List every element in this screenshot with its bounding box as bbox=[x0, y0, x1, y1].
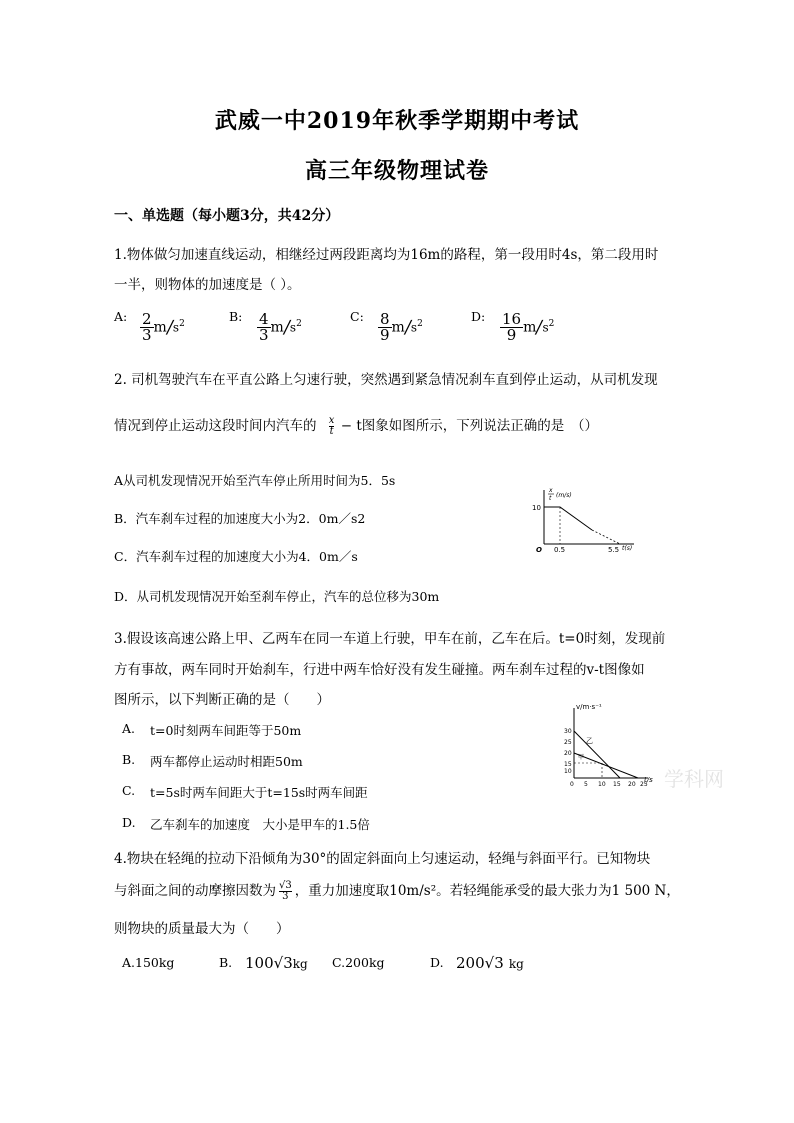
q1-a-den: 3 bbox=[142, 326, 152, 344]
q1-a-unit-den: s bbox=[172, 320, 180, 335]
q1-option-b bbox=[229, 309, 242, 324]
q1-option-c-value: $\frac{8}{9}$ $m/s^2$ bbox=[380, 310, 423, 344]
q1-option-d-value: $\frac{16}{9}$ $m/s^2$ bbox=[502, 310, 555, 344]
q3-graph-label-jia: 甲 bbox=[578, 754, 585, 761]
q3-graph-watermark: 学科网 bbox=[664, 767, 724, 790]
q1-line1: 1.物体做匀加速直线运动，相继经过两段距离均为16m的路程，第一段用时4s，第二段用时 bbox=[114, 247, 659, 263]
q3-graph-xtick-5: 5 bbox=[584, 781, 588, 788]
q1-c-unit-den: s bbox=[410, 320, 418, 335]
q1-c-num: 8 bbox=[380, 310, 390, 328]
q1-option-a bbox=[114, 309, 127, 324]
q2-option-c: C．汽车刹车过程的加速度大小为4．0m／s bbox=[114, 549, 358, 564]
q1-d-num: 16 bbox=[502, 310, 522, 328]
q1-option-d-label: D: bbox=[471, 309, 486, 324]
q1-b-num: 4 bbox=[259, 310, 269, 328]
q2-graph-xtick-55: 5.5 bbox=[608, 546, 620, 554]
q2-graph-ylabel-den: t bbox=[549, 495, 552, 502]
q1-c-unit: m bbox=[391, 319, 405, 336]
q4-mu-num: √3 bbox=[279, 880, 292, 891]
q1-d-den: 9 bbox=[500, 327, 523, 343]
q1-d-unit-den: s bbox=[542, 320, 549, 335]
q2-frac-num: x bbox=[328, 415, 335, 426]
q4-option-d-value bbox=[456, 953, 524, 972]
q4-line2 bbox=[114, 879, 680, 902]
q1-line2: 一半，则物体的加速度是（ ）。 bbox=[114, 277, 301, 293]
q2-graph-xlabel: t(s) bbox=[622, 545, 633, 552]
q4-option-b-number: 100√3 bbox=[245, 954, 293, 972]
q3-option-d-label: D. bbox=[122, 815, 136, 830]
q4-option-a: A.150kg bbox=[122, 955, 175, 970]
q2-graph-xtick-05: 0.5 bbox=[554, 546, 566, 554]
q4-line2a: 与斜面之间的动摩擦因数为 bbox=[114, 883, 276, 899]
q1-c-den: 9 bbox=[380, 326, 390, 344]
q1-b-unit: m bbox=[270, 319, 284, 336]
q3-graph-xtick-15: 15 bbox=[613, 781, 621, 788]
q3-graph-xtick-20: 20 bbox=[628, 781, 636, 788]
q4-option-b-value bbox=[245, 953, 308, 972]
q2-line2b: − t图象如图所示，下列说法正确的是 （） bbox=[340, 418, 599, 434]
q2-frac-den: t bbox=[329, 426, 334, 437]
q3-option-c: t=5s时两车间距大于t=15s时两车间距 bbox=[150, 785, 368, 800]
q4-line1: 4.物块在轻绳的拉动下沿倾角为30°的固定斜面向上匀速运动，轻绳与斜面平行。已知物块 bbox=[114, 851, 651, 867]
q3-option-a: t=0时刻两车间距等于50m bbox=[150, 723, 302, 738]
q3-graph-ytick-15: 15 bbox=[564, 761, 572, 768]
q1-option-d bbox=[471, 309, 485, 324]
q2-graph-ylabel-num: x bbox=[549, 487, 553, 494]
q4-option-d-label: D. bbox=[430, 955, 444, 970]
q3-option-c-label: C. bbox=[122, 783, 136, 798]
q4-line3: 则物块的质量最大为（ ） bbox=[114, 921, 290, 937]
q3-graph-xlabel: t/s bbox=[644, 776, 653, 784]
q3-option-b-label: B. bbox=[122, 752, 136, 767]
q1-a-unit: m bbox=[153, 319, 167, 336]
q3-graph-ytick-20: 20 bbox=[564, 750, 572, 757]
section-heading: 一、单选题（每小题3分，共42分） bbox=[114, 208, 340, 224]
q3-graph-ytick-25: 25 bbox=[564, 739, 572, 746]
exam-title: 武威一中2019年秋季学期期中考试 bbox=[214, 108, 580, 134]
q3-graph-ytick-30: 30 bbox=[564, 728, 572, 735]
q2-line2 bbox=[114, 414, 598, 437]
q1-a-num: 2 bbox=[142, 310, 152, 328]
exam-subtitle: 高三年级物理试卷 bbox=[304, 158, 489, 184]
q1-option-c bbox=[350, 309, 364, 324]
q3-line2: 方有事故，两车同时开始刹车，行进中两车恰好没有发生碰撞。两车刹车过程的v-t图像如 bbox=[114, 662, 645, 678]
q3-vt-graph bbox=[556, 698, 756, 790]
q2-line1: 2. 司机驾驶汽车在平直公路上匀速行驶，突然遇到紧急情况刹车直到停止运动，从司机发现 bbox=[114, 372, 658, 388]
q1-a-pow: 2 bbox=[179, 319, 185, 329]
q3-graph-xtick-10: 10 bbox=[598, 781, 606, 788]
q1-c-pow: 2 bbox=[417, 319, 423, 329]
q3-option-a-label: A. bbox=[122, 721, 136, 736]
q2-graph-dashed-line bbox=[592, 530, 620, 544]
q3-graph-ytick-10: 10 bbox=[564, 768, 572, 775]
q2-graph-ytick-10: 10 bbox=[532, 504, 541, 512]
q2-line2a: 情况到停止运动这段时间内汽车的 bbox=[114, 418, 317, 434]
q4-option-c: C.200kg bbox=[332, 955, 385, 970]
q1-d-unit: m bbox=[523, 319, 537, 336]
q2-xt-graph bbox=[530, 484, 640, 554]
q3-graph-xtick-25: 25 bbox=[640, 781, 648, 788]
q4-option-d-number: 200√3 bbox=[456, 954, 504, 972]
q4-line2b: ，重力加速度取10m/s²。若轻绳能承受的最大张力为1 500 N， bbox=[294, 883, 680, 899]
q2-graph-ylabel-unit: (m/s) bbox=[556, 492, 572, 499]
q3-graph-ylabel: v/m·s⁻¹ bbox=[576, 703, 602, 711]
q1-option-a-label: A: bbox=[114, 309, 128, 324]
q2-graph-line bbox=[544, 507, 592, 530]
q1-b-unit-den: s bbox=[289, 320, 297, 335]
q1-b-den: 3 bbox=[259, 326, 269, 344]
q2-graph-origin: O bbox=[536, 546, 542, 554]
q3-graph-label-yi: 乙 bbox=[586, 737, 593, 745]
q2-option-b: B．汽车刹车过程的加速度大小为2．0m／s2 bbox=[114, 511, 366, 526]
q1-b-pow: 2 bbox=[296, 319, 302, 329]
q1-option-b-label: B: bbox=[229, 309, 243, 324]
q2-option-a: A从司机发现情况开始至汽车停止所用时间为5．5s bbox=[114, 473, 396, 488]
q3-option-d: 乙车刹车的加速度 大小是甲车的1.5倍 bbox=[150, 817, 370, 832]
q4-option-b-label: B. bbox=[219, 955, 233, 970]
q4-option-b-unit: kg bbox=[292, 957, 308, 971]
q3-line3: 图所示，以下判断正确的是（ ） bbox=[114, 692, 330, 708]
q1-option-c-label: C: bbox=[350, 309, 364, 324]
q4-option-d-unit: kg bbox=[508, 957, 524, 971]
q1-d-pow: 2 bbox=[548, 319, 555, 329]
q3-option-b: 两车都停止运动时相距50m bbox=[150, 754, 303, 769]
q4-mu-den: 3 bbox=[279, 891, 292, 902]
q3-line1: 3.假设该高速公路上甲、乙两车在同一车道上行驶，甲车在前，乙车在后。t=0时刻，发现前 bbox=[114, 631, 666, 647]
q2-option-d: D．从司机发现情况开始至刹车停止，汽车的总位移为30m bbox=[114, 589, 440, 604]
q3-graph-origin: 0 bbox=[570, 781, 574, 788]
q1-option-b-value: $\frac{4}{3}$ $m/s^2$ bbox=[259, 310, 302, 344]
q1-option-a-value: $\frac{2}{3}$ $m/s^2$ bbox=[142, 310, 185, 344]
